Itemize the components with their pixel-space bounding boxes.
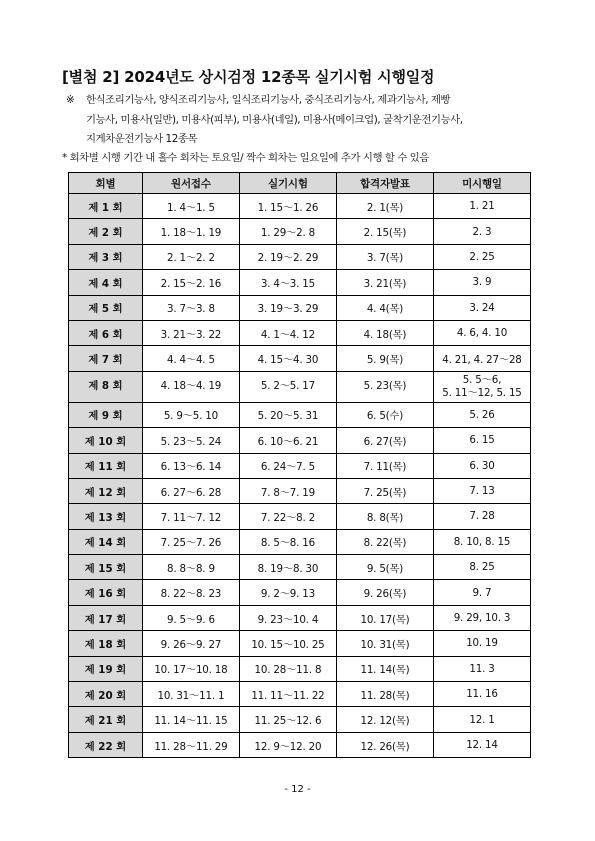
- result-date-cell: 5. 9(목): [336, 346, 433, 371]
- exam-period-cell: 8. 19～8. 30: [239, 555, 336, 580]
- round-cell: 제 9 회: [69, 402, 143, 427]
- note-line-3: 지게차운전기능사 12종목: [86, 133, 198, 145]
- note-line-2: 기능사, 미용사(일반), 미용사(피부), 미용사(네일), 미용사(메이크업), 굴착기운전기능사,: [86, 113, 463, 126]
- note-line-1: 한식조리기능사, 양식조리기능사, 일식조리기능사, 중식조리기능사, 제과기능사, 제빵: [86, 94, 451, 106]
- application-period-cell: 4. 18～4. 19: [142, 371, 239, 402]
- table-row: [69, 219, 531, 244]
- result-date-cell: 3. 21(목): [336, 270, 433, 295]
- non-exam-days-cell: 6. 30: [433, 453, 530, 478]
- application-period-cell: 7. 25～7. 26: [142, 529, 239, 554]
- table-row: [69, 707, 531, 732]
- exam-period-cell: 10. 28～11. 8: [239, 656, 336, 681]
- non-exam-days-cell: 11. 3: [433, 656, 530, 681]
- page-title: [별첨 2] 2024년도 상시검정 12종목 실기시험 시행일정: [62, 68, 435, 86]
- exam-period-cell: 6. 10～6. 21: [239, 428, 336, 453]
- result-date-cell: 12. 12(목): [336, 707, 433, 732]
- header-non-exam-days: 미시행일: [433, 173, 530, 194]
- application-period-cell: 3. 7～3. 8: [142, 295, 239, 320]
- non-exam-days-cell: 4. 6, 4. 10: [433, 320, 530, 345]
- result-date-cell: 2. 15(목): [336, 219, 433, 244]
- round-cell: 제 14 회: [69, 529, 143, 554]
- non-exam-days-cell: 11. 16: [433, 682, 530, 707]
- non-exam-days-cell: 3. 9: [433, 270, 530, 295]
- non-exam-days-cell: 1. 21: [433, 194, 530, 219]
- round-cell: 제 21 회: [69, 707, 143, 732]
- non-exam-days-cell: 5. 5～6, 5. 11～12, 5. 15: [433, 371, 530, 402]
- additional-schedule-note: * 회차별 시행 기간 내 홀수 회차는 토요일/ 짝수 회차는 일요일에 추가 시행 할 수 있음: [62, 152, 429, 164]
- exam-period-cell: 6. 24～7. 5: [239, 453, 336, 478]
- application-period-cell: 7. 11～7. 12: [142, 504, 239, 529]
- header-application: 원서접수: [142, 173, 239, 194]
- table-row: [69, 244, 531, 269]
- application-period-cell: 9. 26～9. 27: [142, 631, 239, 656]
- application-period-cell: 8. 22～8. 23: [142, 580, 239, 605]
- round-cell: 제 4 회: [69, 270, 143, 295]
- round-cell: 제 5 회: [69, 295, 143, 320]
- non-exam-days-cell: 7. 13: [433, 478, 530, 503]
- round-cell: 제 11 회: [69, 453, 143, 478]
- exam-period-cell: 1. 15～1. 26: [239, 194, 336, 219]
- result-date-cell: 10. 17(목): [336, 605, 433, 630]
- table-row: [69, 402, 531, 427]
- round-cell: 제 1 회: [69, 194, 143, 219]
- table-row: [69, 682, 531, 707]
- application-period-cell: 3. 21～3. 22: [142, 320, 239, 345]
- non-exam-days-cell: 2. 3: [433, 219, 530, 244]
- exam-schedule-table: [68, 172, 531, 758]
- table-row: [69, 320, 531, 345]
- page-number: - 12 -: [284, 784, 311, 795]
- header-practical-exam: 실기시험: [239, 173, 336, 194]
- table-row: [69, 580, 531, 605]
- round-cell: 제 17 회: [69, 605, 143, 630]
- exam-period-cell: 7. 22～8. 2: [239, 504, 336, 529]
- result-date-cell: 10. 31(목): [336, 631, 433, 656]
- result-date-cell: 6. 27(목): [336, 428, 433, 453]
- application-period-cell: 11. 28～11. 29: [142, 732, 239, 757]
- round-cell: 제 16 회: [69, 580, 143, 605]
- exam-period-cell: 9. 23～10. 4: [239, 605, 336, 630]
- exam-period-cell: 3. 19～3. 29: [239, 295, 336, 320]
- exam-period-cell: 4. 1～4. 12: [239, 320, 336, 345]
- application-period-cell: 4. 4～4. 5: [142, 346, 239, 371]
- application-period-cell: 11. 14～11. 15: [142, 707, 239, 732]
- result-date-cell: 6. 5(수): [336, 402, 433, 427]
- non-exam-days-cell: 2. 25: [433, 244, 530, 269]
- table-row: [69, 371, 531, 402]
- table-row: [69, 605, 531, 630]
- application-period-cell: 5. 23～5. 24: [142, 428, 239, 453]
- non-exam-days-cell: 12. 14: [433, 732, 530, 757]
- non-exam-days-cell: 8. 25: [433, 555, 530, 580]
- result-date-cell: 4. 18(목): [336, 320, 433, 345]
- exam-period-cell: 10. 15～10. 25: [239, 631, 336, 656]
- exam-period-cell: 4. 15～4. 30: [239, 346, 336, 371]
- round-cell: 제 19 회: [69, 656, 143, 681]
- application-period-cell: 1. 18～1. 19: [142, 219, 239, 244]
- result-date-cell: 3. 7(목): [336, 244, 433, 269]
- round-cell: 제 18 회: [69, 631, 143, 656]
- round-cell: 제 13 회: [69, 504, 143, 529]
- round-cell: 제 2 회: [69, 219, 143, 244]
- exam-period-cell: 11. 11～11. 22: [239, 682, 336, 707]
- table-row: [69, 428, 531, 453]
- round-cell: 제 10 회: [69, 428, 143, 453]
- non-exam-days-cell: 6. 15: [433, 428, 530, 453]
- result-date-cell: 2. 1(목): [336, 194, 433, 219]
- application-period-cell: 9. 5～9. 6: [142, 605, 239, 630]
- table-body: [69, 194, 531, 758]
- table-row: [69, 453, 531, 478]
- header-result-announcement: 합격자발표: [336, 173, 433, 194]
- header-round: 회별: [69, 173, 143, 194]
- result-date-cell: 11. 14(목): [336, 656, 433, 681]
- exam-period-cell: 12. 9～12. 20: [239, 732, 336, 757]
- exam-period-cell: 8. 5～8. 16: [239, 529, 336, 554]
- non-exam-days-cell: 8. 10, 8. 15: [433, 529, 530, 554]
- application-period-cell: 6. 27～6. 28: [142, 478, 239, 503]
- non-exam-days-cell: 3. 24: [433, 295, 530, 320]
- exam-period-cell: 2. 19～2. 29: [239, 244, 336, 269]
- table-row: [69, 295, 531, 320]
- table-row: [69, 732, 531, 757]
- non-exam-days-cell: 4. 21, 4. 27～28: [433, 346, 530, 371]
- reference-mark: ※: [66, 94, 75, 106]
- exam-period-cell: 5. 20～5. 31: [239, 402, 336, 427]
- round-cell: 제 3 회: [69, 244, 143, 269]
- exam-period-cell: 11. 25～12. 6: [239, 707, 336, 732]
- non-exam-days-cell: 9. 7: [433, 580, 530, 605]
- application-period-cell: 10. 31～11. 1: [142, 682, 239, 707]
- table-row: [69, 631, 531, 656]
- table-row: [69, 346, 531, 371]
- application-period-cell: 5. 9～5. 10: [142, 402, 239, 427]
- result-date-cell: 9. 26(목): [336, 580, 433, 605]
- result-date-cell: 7. 25(목): [336, 478, 433, 503]
- table-row: [69, 555, 531, 580]
- exam-period-cell: 7. 8～7. 19: [239, 478, 336, 503]
- round-cell: 제 8 회: [69, 371, 143, 402]
- non-exam-days-cell: 12. 1: [433, 707, 530, 732]
- table-row: [69, 529, 531, 554]
- non-exam-days-cell: 5. 26: [433, 402, 530, 427]
- table-row: [69, 656, 531, 681]
- application-period-cell: 8. 8～8. 9: [142, 555, 239, 580]
- application-period-cell: 2. 1～2. 2: [142, 244, 239, 269]
- exam-period-cell: 9. 2～9. 13: [239, 580, 336, 605]
- round-cell: 제 6 회: [69, 320, 143, 345]
- round-cell: 제 15 회: [69, 555, 143, 580]
- non-exam-days-cell: 7. 28: [433, 504, 530, 529]
- table-row: [69, 194, 531, 219]
- round-cell: 제 20 회: [69, 682, 143, 707]
- non-exam-days-cell: 10. 19: [433, 631, 530, 656]
- application-period-cell: 6. 13～6. 14: [142, 453, 239, 478]
- round-cell: 제 12 회: [69, 478, 143, 503]
- table-row: [69, 478, 531, 503]
- exam-period-cell: 5. 2～5. 17: [239, 371, 336, 402]
- table-row: [69, 270, 531, 295]
- round-cell: 제 7 회: [69, 346, 143, 371]
- result-date-cell: 4. 4(목): [336, 295, 433, 320]
- table-row: [69, 504, 531, 529]
- result-date-cell: 5. 23(목): [336, 371, 433, 402]
- result-date-cell: 7. 11(목): [336, 453, 433, 478]
- application-period-cell: 1. 4～1. 5: [142, 194, 239, 219]
- result-date-cell: 11. 28(목): [336, 682, 433, 707]
- exam-period-cell: 3. 4～3. 15: [239, 270, 336, 295]
- table-header-row: [69, 173, 531, 194]
- application-period-cell: 2. 15～2. 16: [142, 270, 239, 295]
- round-cell: 제 22 회: [69, 732, 143, 757]
- application-period-cell: 10. 17～10. 18: [142, 656, 239, 681]
- result-date-cell: 8. 8(목): [336, 504, 433, 529]
- result-date-cell: 8. 22(목): [336, 529, 433, 554]
- non-exam-days-cell: 9. 29, 10. 3: [433, 605, 530, 630]
- target-items-note: [66, 91, 463, 150]
- result-date-cell: 9. 5(목): [336, 555, 433, 580]
- exam-period-cell: 1. 29～2. 8: [239, 219, 336, 244]
- result-date-cell: 12. 26(목): [336, 732, 433, 757]
